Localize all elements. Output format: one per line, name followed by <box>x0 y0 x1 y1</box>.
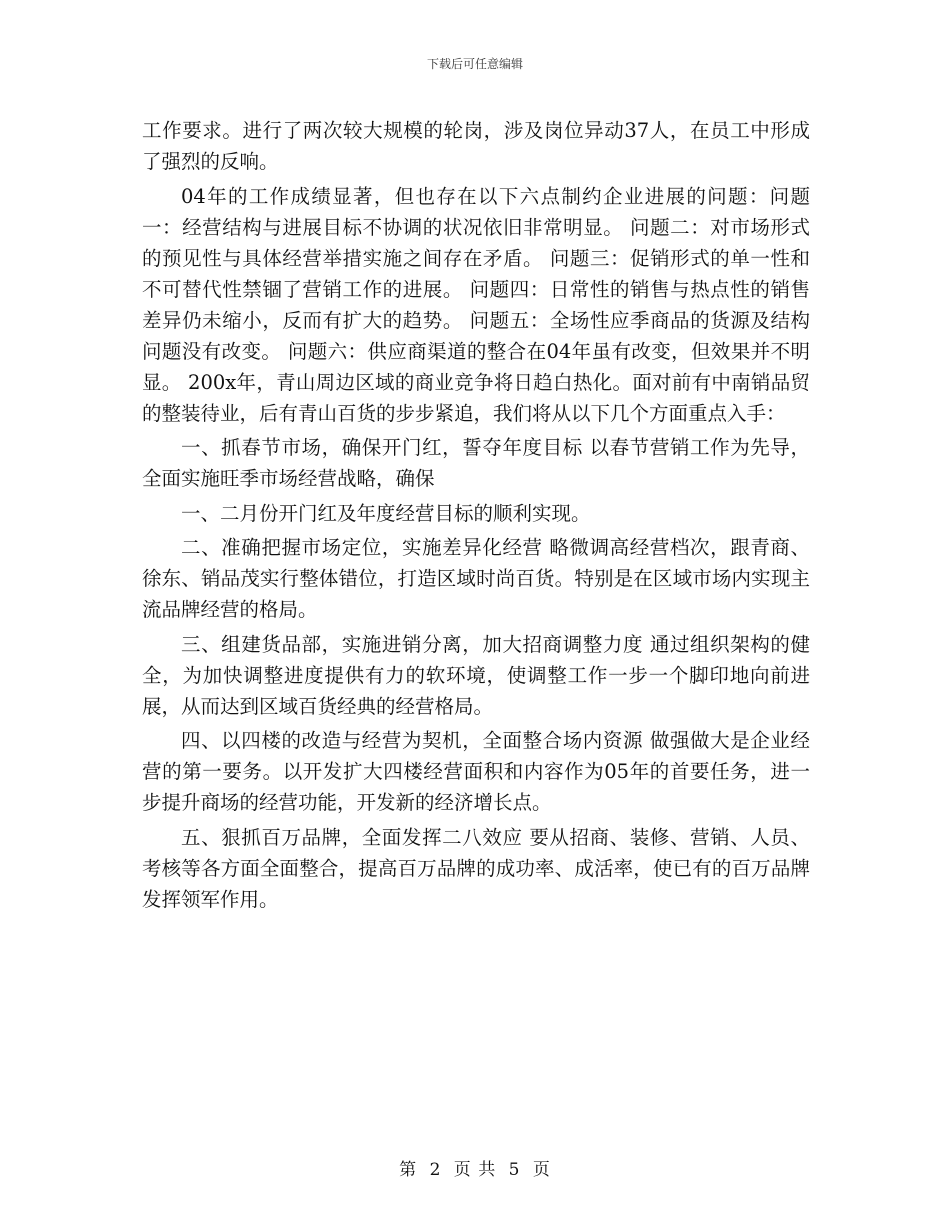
page-header: 下载后可任意编辑 <box>426 57 523 71</box>
paragraph-item-2: 二、准确把握市场定位，实施差异化经营 略微调高经营档次，跟青商、徐东、销品茂实行整体错位，打造区域时尚百货。特别是在区域市场内实现主流品牌经营的格局。 <box>142 536 810 621</box>
document-body <box>142 115 810 918</box>
paragraph-item-5: 五、狠抓百万品牌，全面发挥二八效应 要从招商、装修、营销、人员、考核等各方面全面整合，提高百万品牌的成功率、成活率，使已有的百万品牌发挥领军作用。 <box>142 825 810 911</box>
paragraph-item-4: 四、以四楼的改造与经营为契机，全面整合场内资源 做强做大是企业经营的第一要务。以开发扩大四楼经营面积和内容作为05年的首要任务，进一步提升商场的经营功能，开发新的经济增长点。 <box>142 729 810 814</box>
footer-suffix: 页 <box>532 1160 551 1180</box>
footer-middle: 页 共 <box>453 1160 497 1180</box>
paragraph-continuation: 工作要求。进行了两次较大规模的轮岗，涉及岗位异动37人，在员工中形成了强烈的反响。 <box>142 119 810 173</box>
footer-total-pages: 5 <box>508 1160 521 1180</box>
paragraph-item-1: 一、抓春节市场，确保开门红，誓夺年度目标 以春节营销工作为先导，全面实施旺季市场经营战略，确保 <box>142 436 810 490</box>
paragraph-item-3: 三、组建货品部，实施进销分离，加大招商调整力度 通过组织架构的健全，为加快调整进度提供有力的软环境，使调整工作一步一个脚印地向前进展，从而达到区域百货经典的经营格局。 <box>142 632 810 718</box>
footer-current-page: 2 <box>429 1160 442 1180</box>
paragraph-problems: 04年的工作成绩显著，但也存在以下六点制约企业进展的问题：问题一：经营结构与进展目标不协调的状况依旧非常明显。 问题二：对市场形式的预见性与具体经营举措实施之间存在矛盾。 问题三：促销形式的单一性和不可替代性禁锢了营销工作的进展。 问题四：日常性的销售与热点性的销售差异仍未缩小，反而有扩大的趋势。 问题五：全场性应季商品的货源及结构问题没有改变。 问题六：供应商渠道的整合在04年虽有改变，但效果并不明显。 200x年，青山周边区域的商业竞争将日趋白热化。面对前有中南销品贸的整装待业，后有青山百货的步步紧追，我们将从以下几个方面重点入手： <box>142 184 810 425</box>
page-footer <box>0 1155 950 1180</box>
paragraph-item-1-cont: 一、二月份开门红及年度经营目标的顺利实现。 <box>181 501 591 525</box>
footer-prefix: 第 <box>399 1160 418 1180</box>
